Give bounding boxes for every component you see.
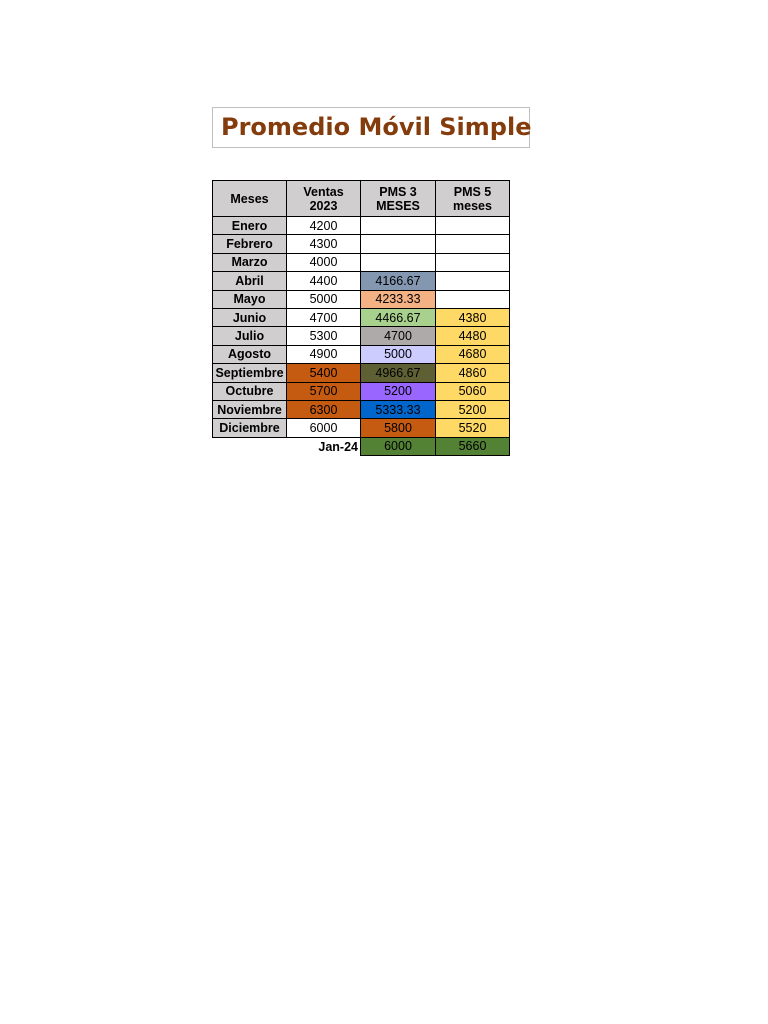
header-pms-5-meses: PMS 5 meses — [436, 181, 510, 217]
table-row — [213, 345, 510, 363]
sales-cell: 5300 — [287, 327, 361, 345]
header-ventas-2023: Ventas 2023 — [287, 181, 361, 217]
header-pms-3-meses: PMS 3 MESES — [361, 181, 436, 217]
sales-cell: 4900 — [287, 345, 361, 363]
pms3-cell: 4466.67 — [361, 308, 436, 326]
month-cell: Octubre — [213, 382, 287, 400]
pms3-cell — [361, 253, 436, 271]
pms3-cell: 4966.67 — [361, 364, 436, 382]
table-row — [213, 272, 510, 290]
month-cell: Enero — [213, 217, 287, 235]
month-cell: Abril — [213, 272, 287, 290]
month-cell: Agosto — [213, 345, 287, 363]
sales-cell: 5700 — [287, 382, 361, 400]
header-meses: Meses — [213, 181, 287, 217]
sales-cell: 4700 — [287, 308, 361, 326]
pms3-cell: 4233.33 — [361, 290, 436, 308]
pms3-cell — [361, 217, 436, 235]
table-row — [213, 400, 510, 418]
sales-cell: 4300 — [287, 235, 361, 253]
pms3-cell: 5200 — [361, 382, 436, 400]
month-cell: Junio — [213, 308, 287, 326]
month-cell: Mayo — [213, 290, 287, 308]
pms5-cell — [436, 253, 510, 271]
forecast-pms3-cell: 6000 — [361, 437, 436, 455]
pms5-cell — [436, 272, 510, 290]
table-row — [213, 235, 510, 253]
table-row — [213, 253, 510, 271]
pms5-cell — [436, 290, 510, 308]
sales-cell: 4400 — [287, 272, 361, 290]
page-title: Promedio Móvil Simple — [221, 113, 532, 141]
sales-cell: 4200 — [287, 217, 361, 235]
sales-cell: 5000 — [287, 290, 361, 308]
table-row — [213, 290, 510, 308]
month-cell: Julio — [213, 327, 287, 345]
month-cell: Septiembre — [213, 364, 287, 382]
table-row — [213, 364, 510, 382]
month-cell: Febrero — [213, 235, 287, 253]
pms5-cell: 4380 — [436, 308, 510, 326]
sales-cell: 6000 — [287, 419, 361, 437]
table-row — [213, 327, 510, 345]
pms3-cell: 4700 — [361, 327, 436, 345]
table-row — [213, 419, 510, 437]
pms3-cell: 4166.67 — [361, 272, 436, 290]
pms3-cell: 5000 — [361, 345, 436, 363]
pms5-cell: 4860 — [436, 364, 510, 382]
table-row — [213, 308, 510, 326]
pms3-cell: 5333.33 — [361, 400, 436, 418]
header-row — [213, 181, 510, 217]
sales-cell: 4000 — [287, 253, 361, 271]
pms3-cell — [361, 235, 436, 253]
pms5-cell: 5060 — [436, 382, 510, 400]
moving-average-table — [212, 180, 510, 456]
month-cell: Diciembre — [213, 419, 287, 437]
pms3-cell: 5800 — [361, 419, 436, 437]
sales-cell: 5400 — [287, 364, 361, 382]
sales-cell: 6300 — [287, 400, 361, 418]
month-cell: Noviembre — [213, 400, 287, 418]
title-box — [212, 107, 530, 148]
pms5-cell: 4680 — [436, 345, 510, 363]
pms5-cell — [436, 217, 510, 235]
pms5-cell: 5520 — [436, 419, 510, 437]
table-row — [213, 217, 510, 235]
month-cell: Marzo — [213, 253, 287, 271]
forecast-row — [213, 437, 510, 455]
pms5-cell — [436, 235, 510, 253]
forecast-label: Jan-24 — [318, 439, 358, 454]
forecast-pms5-cell: 5660 — [436, 437, 510, 455]
pms5-cell: 4480 — [436, 327, 510, 345]
forecast-spacer — [213, 437, 287, 455]
pms5-cell: 5200 — [436, 400, 510, 418]
table-row — [213, 382, 510, 400]
